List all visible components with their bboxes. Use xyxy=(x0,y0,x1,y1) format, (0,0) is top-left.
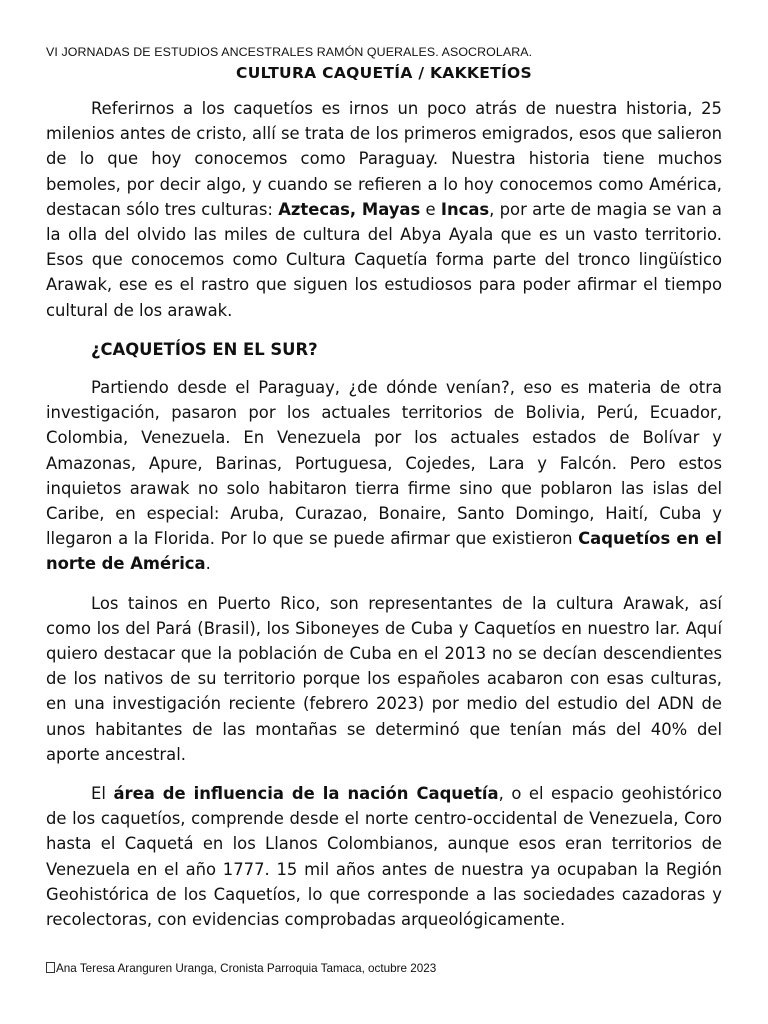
document-title: CULTURA CAQUETÍA / KAKKETÍOS xyxy=(236,64,532,82)
paragraph-4-text-a: El xyxy=(91,784,114,804)
paragraph-2-bold: Caquetíos en el norte de América xyxy=(46,529,722,574)
paragraph-2 xyxy=(46,375,722,577)
page-footer xyxy=(46,962,436,975)
section-subheading: ¿CAQUETÍOS EN EL SUR? xyxy=(91,339,318,359)
paragraph-1-text-d: , por arte de magia se van a la olla del olvido las miles de cultura del Abya Ayala que es un vasto territorio. Esos que conocemos como Cultura Caquetía forma parte del tronco lingüístico Arawak, ese es el rastro que siguen los estudiosos para poder afirmar el tiempo cultural de los arawak. xyxy=(46,199,722,320)
paragraph-4 xyxy=(46,781,722,932)
paragraph-1-text-c: e xyxy=(420,199,441,219)
page-header: VI JORNADAS DE ESTUDIOS ANCESTRALES RAMÓN QUERALES. ASOCROLARA. xyxy=(46,45,533,59)
paragraph-4-text-c: , o el espacio geohistórico de los caquetíos, comprende desde el norte centro-occidental de Venezuela, Coro hasta el Caquetá en los Llanos Colombianos, aunque esos eran territorios de Venezuela en el año 1777. 15 mil años antes de nuestra ya ocupaban la Región Geohistórica de los Caquetíos, lo que corresponde a las sociedades cazadoras y recolectoras, con evidencias comprobadas arqueológicamente. xyxy=(46,784,722,930)
paragraph-2-text-a: Partiendo desde el Paraguay, ¿de dónde venían?, eso es materia de otra investigación, pasaron por los actuales territorios de Bolivia, Perú, Ecuador, Colombia, Venezuela. En Venezuela por los actuales estados de Bolívar y Amazonas, Apure, Barinas, Portuguesa, Cojedes, Lara y Falcón. Pero estos inquietos arawak no solo habitaron tierra firme sino que poblaron las islas del Caribe, en especial: Aruba, Curazao, Bonaire, Santo Domingo, Haití, Cuba y llegaron a la Florida. Por lo que se puede afirmar que existieron xyxy=(46,378,722,549)
document-body xyxy=(46,96,722,932)
paragraph-1-bold-1: Aztecas, Mayas xyxy=(278,199,421,219)
paragraph-2-text-c: . xyxy=(205,554,211,574)
footer-text: Ana Teresa Aranguren Uranga, Cronista Parroquia Tamaca, octubre 2023 xyxy=(56,962,437,975)
placeholder-glyph-icon xyxy=(46,962,55,973)
paragraph-1 xyxy=(46,96,722,323)
paragraph-4-bold: área de influencia de la nación Caquetía xyxy=(113,784,499,804)
paragraph-1-bold-2: Incas xyxy=(440,199,490,219)
paragraph-3: Los tainos en Puerto Rico, son representantes de la cultura Arawak, así como los del Pará (Brasil), los Siboneyes de Cuba y Caquetíos en nuestro lar. Aquí quiero destacar que la población de Cuba en el 2013 no se decían descendientes de los nativos de su territorio porque los españoles acabaron con esas culturas, en una investigación reciente (febrero 2023) por medio del estudio del ADN de unos habitantes de las montañas se determinó que tenían más del 40% del aporte ancestral. xyxy=(46,593,722,764)
paragraph-1-text-a: Referirnos a los caquetíos es irnos un poco atrás de nuestra historia, 25 milenios antes de cristo, allí se trata de los primeros emigrados, esos que salieron de lo que hoy conocemos como Paraguay. Nuestra historia tiene muchos bemoles, por decir algo, y cuando se refieren a lo hoy conocemos como América, destacan sólo tres culturas: xyxy=(46,99,722,219)
